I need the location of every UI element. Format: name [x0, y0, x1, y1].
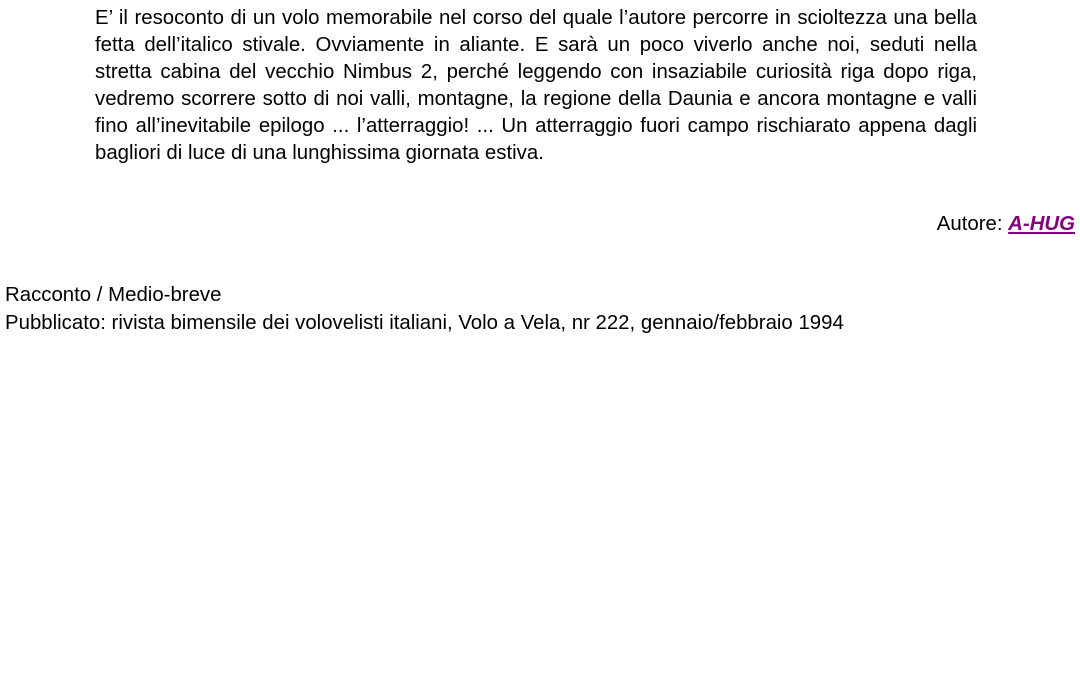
author-link[interactable]: A-HUG — [1008, 213, 1075, 235]
story-meta — [5, 281, 844, 337]
author-line — [937, 211, 1075, 238]
story-abstract: E’ il resoconto di un volo memorabile nel corso del quale l’autore percorre in scioltezza una bella fetta dell’italico stivale. Ovviamente in aliante. E sarà un poco viverlo anche noi, seduti nella stretta cabina del vecchio Nimbus 2, perché leggendo con insaziabile curiosità riga dopo riga, vedremo scorrere sotto di noi valli, montagne, la regione della Daunia e ancora montagne e valli fino all’inevitabile epilogo ... l’atterraggio! ... Un atterraggio fuori campo rischiarato appena dagli bagliori di luce di una lunghissima giornata estiva. — [95, 7, 977, 164]
publication-info: Pubblicato: rivista bimensile dei volovelisti italiani, Volo a Vela, nr 222, gennaio/febbraio 1994 — [5, 312, 844, 334]
author-label: Autore: — [936, 213, 1009, 235]
story-category: Racconto / Medio-breve — [5, 284, 222, 306]
